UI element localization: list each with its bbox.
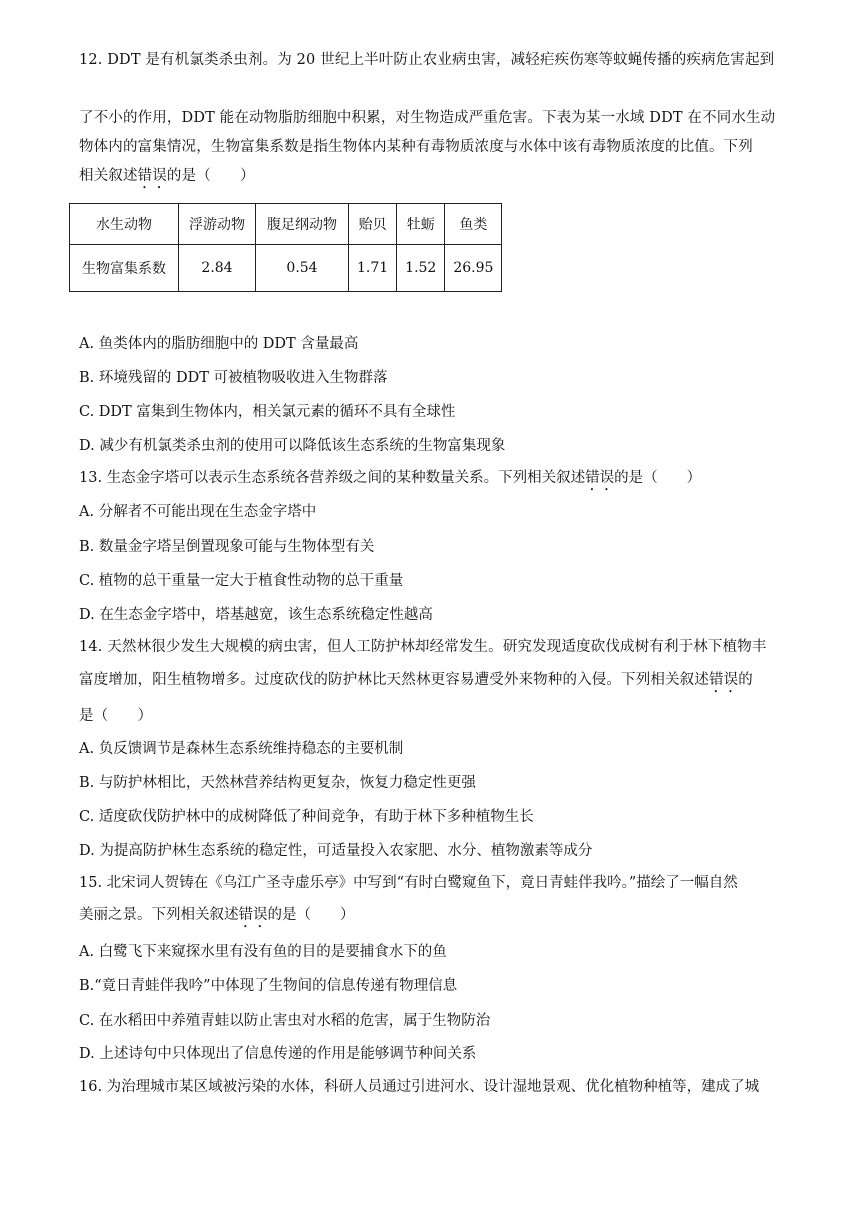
ddt-enrichment-table (69, 203, 502, 292)
table-cell-value: 26.95 (445, 245, 502, 292)
table-header-cell: 水生动物 (70, 204, 179, 245)
q15-stem-bracket: 的是（ ） (267, 907, 355, 923)
table-data-row (70, 245, 502, 292)
table-cell-value: 1.71 (349, 245, 397, 292)
q14-emphasis-word: 错误 (708, 672, 739, 688)
q15-stem-text: 美丽之景。下列相关叙述 (79, 907, 239, 923)
q15-emphasis-word: 错误 (238, 907, 268, 923)
table-header-cell: 浮游动物 (179, 204, 256, 245)
table-header-cell: 牡蛎 (397, 204, 445, 245)
q13-option-a: A. 分解者不可能出现在生态金字塔中 (79, 504, 317, 520)
q14-stem-line-3: 是（ ） (79, 708, 153, 724)
q14-stem-text: 富度增加，阳生植物增多。过度砍伐的防护林比天然林更容易遭受外来物种的入侵。下列相关叙述 (79, 672, 709, 688)
table-header-row (70, 204, 502, 245)
q13-emphasis-word: 错误 (585, 470, 615, 486)
q14-option-a: A. 负反馈调节是森林生态系统维持稳态的主要机制 (79, 741, 404, 757)
q15-option-b: B.“竟日青蛙伴我吟”中体现了生物间的信息传递有物理信息 (79, 978, 458, 994)
table-header-cell: 鱼类 (445, 204, 502, 245)
q12-stem-line-1: 12. DDT 是有机氯类杀虫剂。为 20 世纪上半叶防止农业病虫害，减轻疟疾伤寒等蚊蝇传播的疾病危害起到 (79, 52, 775, 68)
q16-stem-line-1: 16. 为治理城市某区域被污染的水体，科研人员通过引进河水、设计湿地景观、优化植物种植等，建成了城 (79, 1079, 760, 1095)
q12-option-c: C. DDT 富集到生物体内，相关氯元素的循环不具有全球性 (79, 404, 456, 420)
q13-option-b: B. 数量金字塔呈倒置现象可能与生物体型有关 (79, 539, 375, 555)
q13-stem-bracket: 的是（ ） (614, 470, 702, 486)
q12-option-d: D. 减少有机氯类杀虫剂的使用可以降低该生态系统的生物富集现象 (79, 438, 506, 454)
q15-option-d: D. 上述诗句中只体现出了信息传递的作用是能够调节种间关系 (79, 1046, 477, 1062)
table-header-cell: 腹足纲动物 (256, 204, 349, 245)
q14-option-b: B. 与防护林相比，天然林营养结构更复杂，恢复力稳定性更强 (79, 775, 476, 791)
q12-stem-bracket: 的是（ ） (166, 168, 255, 184)
q14-stem-text-end: 的 (738, 672, 753, 688)
table-cell-value: 2.84 (179, 245, 256, 292)
table-header-cell: 贻贝 (349, 204, 397, 245)
q12-stem-line-2: 了不小的作用，DDT 能在动物脂肪细胞中积累，对生物造成严重危害。下表为某一水域 DDT 在不同水生动 (79, 110, 776, 126)
q13-stem (79, 468, 794, 494)
q15-stem-line-2 (79, 905, 794, 931)
q15-stem-line-1: 15. 北宋词人贺铸在《乌江广圣寺虚乐亭》中写到“有时白鹭窥鱼下，竟日青蛙伴我吟。”描绘了一幅自然 (79, 875, 738, 891)
q13-option-c: C. 植物的总干重量一定大于植食性动物的总干重量 (79, 573, 404, 589)
q13-option-d: D. 在生态金字塔中，塔基越宽，该生态系统稳定性越高 (79, 607, 433, 623)
q12-stem-line-3: 物体内的富集情况，生物富集系数是指生物体内某种有毒物质浓度与水体中该有毒物质浓度的比值。下列 (79, 139, 753, 155)
q12-emphasis-word: 错误 (137, 168, 167, 184)
q14-stem-line-1: 14. 天然林很少发生大规模的病虫害，但人工防护林却经常发生。研究发现适度砍伐成树有利于林下植物丰 (79, 639, 767, 655)
q14-option-c: C. 适度砍伐防护林中的成树降低了种间竞争，有助于林下多种植物生长 (79, 809, 534, 825)
q12-option-b: B. 环境残留的 DDT 可被植物吸收进入生物群落 (79, 370, 388, 386)
q14-stem-line-2 (79, 666, 794, 696)
table-row-label: 生物富集系数 (70, 245, 179, 292)
q12-option-a: A. 鱼类体内的脂肪细胞中的 DDT 含量最高 (79, 336, 359, 352)
q14-option-d: D. 为提高防护林生态系统的稳定性，可适量投入农家肥、水分、植物激素等成分 (79, 843, 593, 859)
table-cell-value: 0.54 (256, 245, 349, 292)
table-cell-value: 1.52 (397, 245, 445, 292)
q12-stem-line-4 (79, 162, 794, 192)
q15-option-c: C. 在水稻田中养殖青蛙以防止害虫对水稻的危害，属于生物防治 (79, 1013, 491, 1029)
q12-stem-text: 相关叙述 (79, 168, 138, 184)
q15-option-a: A. 白鹭飞下来窥探水里有没有鱼的目的是要捕食水下的鱼 (79, 944, 447, 960)
q13-stem-text: 13. 生态金字塔可以表示生态系统各营养级之间的某种数量关系。下列相关叙述 (79, 470, 586, 486)
